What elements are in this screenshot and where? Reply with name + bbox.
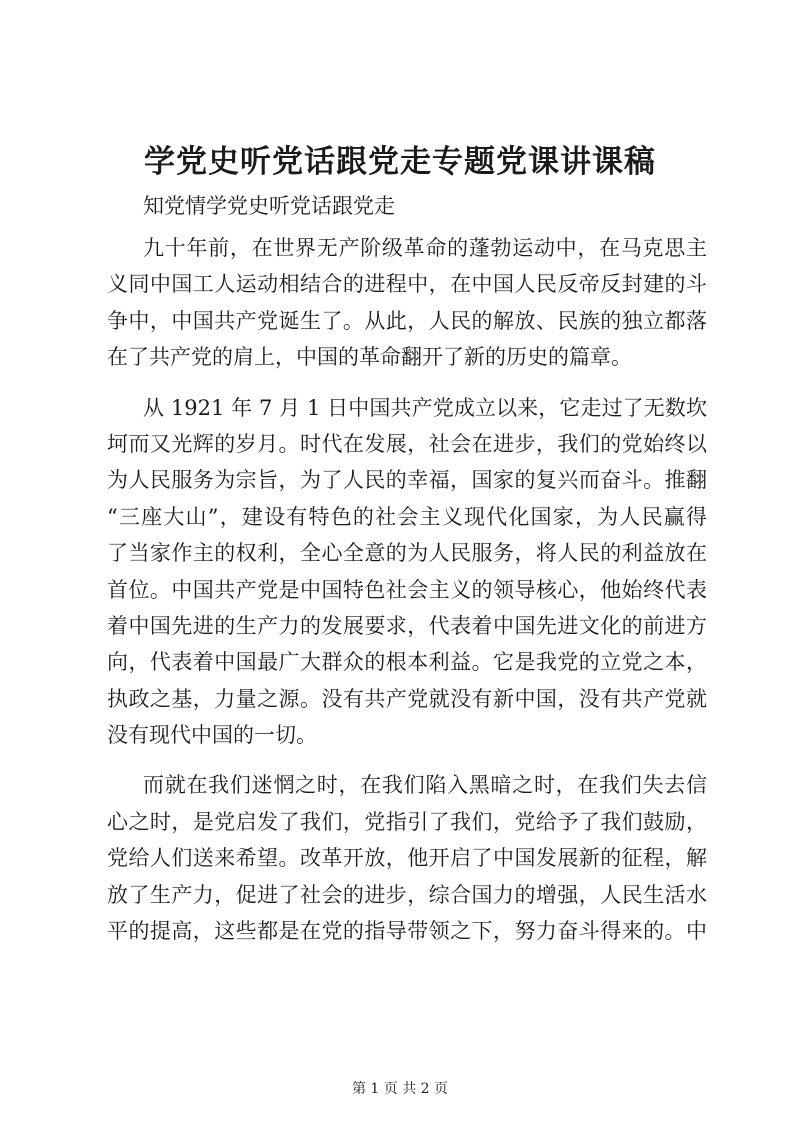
paragraph-line: 党给人们送来希望。改革开放，他开启了中国发展新的征程，解 — [107, 846, 707, 871]
paragraph — [107, 390, 707, 754]
paragraph — [107, 767, 707, 949]
paragraph-line: 在了共产党的肩上，中国的革命翻开了新的历史的篇章。 — [107, 345, 632, 370]
paragraph-line: 着中国先进的生产力的发展要求，代表着中国先进文化的前进方 — [107, 613, 707, 638]
paragraph-line: 了当家作主的权利，全心全意的为人民服务，将人民的利益放在 — [107, 541, 707, 566]
document-body — [107, 230, 707, 949]
paragraph-line: 义同中国工人运动相结合的进程中，在中国人民反帝反封建的斗 — [107, 272, 707, 297]
paragraph — [107, 230, 707, 376]
paragraph-line: 没有现代中国的一切。 — [107, 723, 317, 748]
paragraph-line: 平的提高，这些都是在党的指导带领之下，努力奋斗得来的。中 — [107, 919, 707, 944]
paragraph-line: 心之时，是党启发了我们，党指引了我们，党给予了我们鼓励， — [107, 809, 707, 834]
paragraph-line: 首位。中国共产党是中国特色社会主义的领导核心，他始终代表 — [107, 577, 707, 602]
paragraph-spacer — [107, 376, 707, 390]
paragraph-line: 执政之基，力量之源。没有共产党就没有新中国，没有共产党就 — [107, 686, 707, 711]
paragraph-line: 九十年前，在世界无产阶级革命的蓬勃运动中，在马克思主 — [143, 236, 707, 260]
paragraph-line: 放了生产力，促进了社会的进步，综合国力的增强，人民生活水 — [107, 882, 707, 907]
paragraph-line: “三座大山”，建设有特色的社会主义现代化国家，为人民赢得 — [107, 504, 707, 529]
paragraph-line: 为人民服务为宗旨，为了人民的幸福，国家的复兴而奋斗。推翻 — [107, 468, 707, 493]
document-subtitle: 知党情学党史听党话跟党走 — [143, 194, 395, 218]
paragraph-spacer — [107, 753, 707, 767]
paragraph-line: 而就在我们迷惘之时，在我们陷入黑暗之时，在我们失去信 — [143, 773, 707, 798]
paragraph-line: 坷而又光辉的岁月。时代在发展，社会在进步，我们的党始终以 — [107, 431, 707, 456]
page-footer: 第 1 页 共 2 页 — [351, 1081, 449, 1097]
document-title: 学党史听党话跟党走专题党课讲课稿 — [144, 144, 656, 180]
paragraph-line: 争中，中国共产党诞生了。从此，人民的解放、民族的独立都落 — [107, 308, 707, 333]
paragraph-line: 向，代表着中国最广大群众的根本利益。它是我党的立党之本， — [107, 650, 707, 675]
paragraph-line: 从 1921 年 7 月 1 日中国共产党成立以来，它走过了无数坎 — [143, 395, 707, 420]
